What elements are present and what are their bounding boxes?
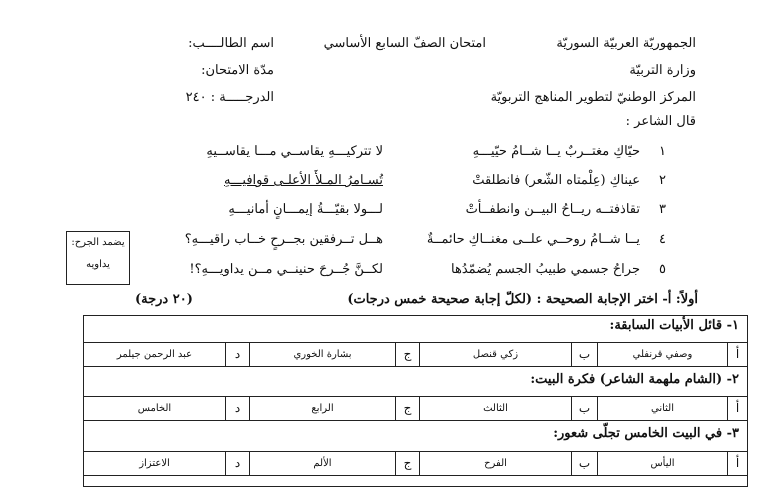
verse-left: لا تتركيـــهِ يقاســي مـــا يقاســيهِ (206, 144, 383, 159)
verse-right: حيّاكِ مغتــربٌ يــا شــامُ حيّيـــهِ (472, 144, 640, 159)
grade-label: الدرجـــــة : ٢٤٠ (185, 90, 274, 105)
section-title: أولاً: أ- اختر الإجابة الصحيحة : (لكلّ إجابة صحيحة خمس درجات) (347, 292, 698, 307)
verse-right: عيناكِ (عِلْمتاه الشّعر) فانطلقتْ (472, 173, 640, 188)
option-letter: ج (395, 452, 419, 475)
answer-option[interactable]: عبد الرحمن جيلمر (116, 349, 193, 360)
verse-left: لكــنَّ جُــرحَ حنينــي مــن يداويـــهِ؟! (189, 262, 383, 277)
answer-row (84, 342, 747, 367)
side-note-box (66, 231, 130, 285)
option-letter: د (225, 397, 249, 420)
side-note-term: يضمد الجرح: (71, 237, 125, 248)
verse-right: تقاذفتــه ريــاحُ البيــن وانطفــأتْ (465, 202, 640, 217)
duration-label: مدّة الامتحان: (201, 63, 274, 78)
student-name-label: اسم الطالــــب: (188, 36, 274, 51)
questions-table (83, 315, 748, 487)
verse-number: ١ (659, 144, 666, 159)
verse-left: هــل تــرفقين بجــرحٍ خــاب راقيـــهِ؟ (184, 232, 383, 247)
verse-right: يــا شــامُ روحــي علــى مغنــاكِ حائمــةٌ (426, 232, 640, 247)
answer-option[interactable]: زكي قنصل (419, 343, 571, 366)
side-note-meaning: يداويه (86, 259, 110, 270)
option-letter: ب (571, 397, 597, 420)
option-letter: أ (727, 397, 747, 420)
question-text: ١- قائل الأبيات السابقة: (609, 318, 739, 333)
answer-option[interactable]: الاعتزاز (139, 458, 170, 469)
ministry-label: وزارة التربيّة (629, 63, 696, 78)
answer-option[interactable]: وصفي قرنفلي (597, 343, 727, 366)
question-text: ٣- في البيت الخامس تجلّى شعور: (553, 426, 739, 441)
verse-number: ٥ (659, 262, 666, 277)
option-letter: ج (395, 397, 419, 420)
verse-right: جراحُ جسمي طبيبُ الجسم يُضمّدُها (451, 262, 640, 277)
answer-row (84, 451, 747, 476)
verse-number: ٤ (659, 232, 666, 247)
answer-option[interactable]: اليأس (597, 452, 727, 475)
poet-intro: قال الشاعر : (625, 114, 696, 129)
option-letter: ب (571, 343, 597, 366)
verse-number: ٣ (659, 202, 666, 217)
verse-left: تُسـامرُ المـلأَ الأعلـى قوافيـــهِ (224, 173, 383, 188)
answer-option[interactable]: الرابع (249, 397, 395, 420)
verse-left: لـــولا بقيّـــةُ إيمـــانٍ أمانيـــهِ (228, 202, 383, 217)
answer-option[interactable]: الثالث (419, 397, 571, 420)
exam-title: امتحان الصفّ السابع الأساسي (323, 36, 486, 51)
answer-option[interactable]: الخامس (137, 403, 172, 414)
option-letter: أ (727, 343, 747, 366)
option-letter: ج (395, 343, 419, 366)
section-marks: (٢٠ درجة) (135, 292, 193, 307)
center-label: المركز الوطنيّ لتطوير المناهج التربويّة (490, 90, 696, 105)
answer-row (84, 396, 747, 421)
option-letter: أ (727, 452, 747, 475)
answer-option[interactable]: الألم (249, 452, 395, 475)
option-letter: د (225, 343, 249, 366)
republic-label: الجمهوريّة العربيّة السوريّة (556, 36, 696, 51)
verse-number: ٢ (659, 173, 666, 188)
question-text: ٢- (الشام ملهمة الشاعر) فكرة البيت: (530, 372, 739, 387)
option-letter: ب (571, 452, 597, 475)
answer-option[interactable]: الفرح (419, 452, 571, 475)
answer-option[interactable]: بشارة الخوري (249, 343, 395, 366)
answer-option[interactable]: الثاني (597, 397, 727, 420)
option-letter: د (225, 452, 249, 475)
